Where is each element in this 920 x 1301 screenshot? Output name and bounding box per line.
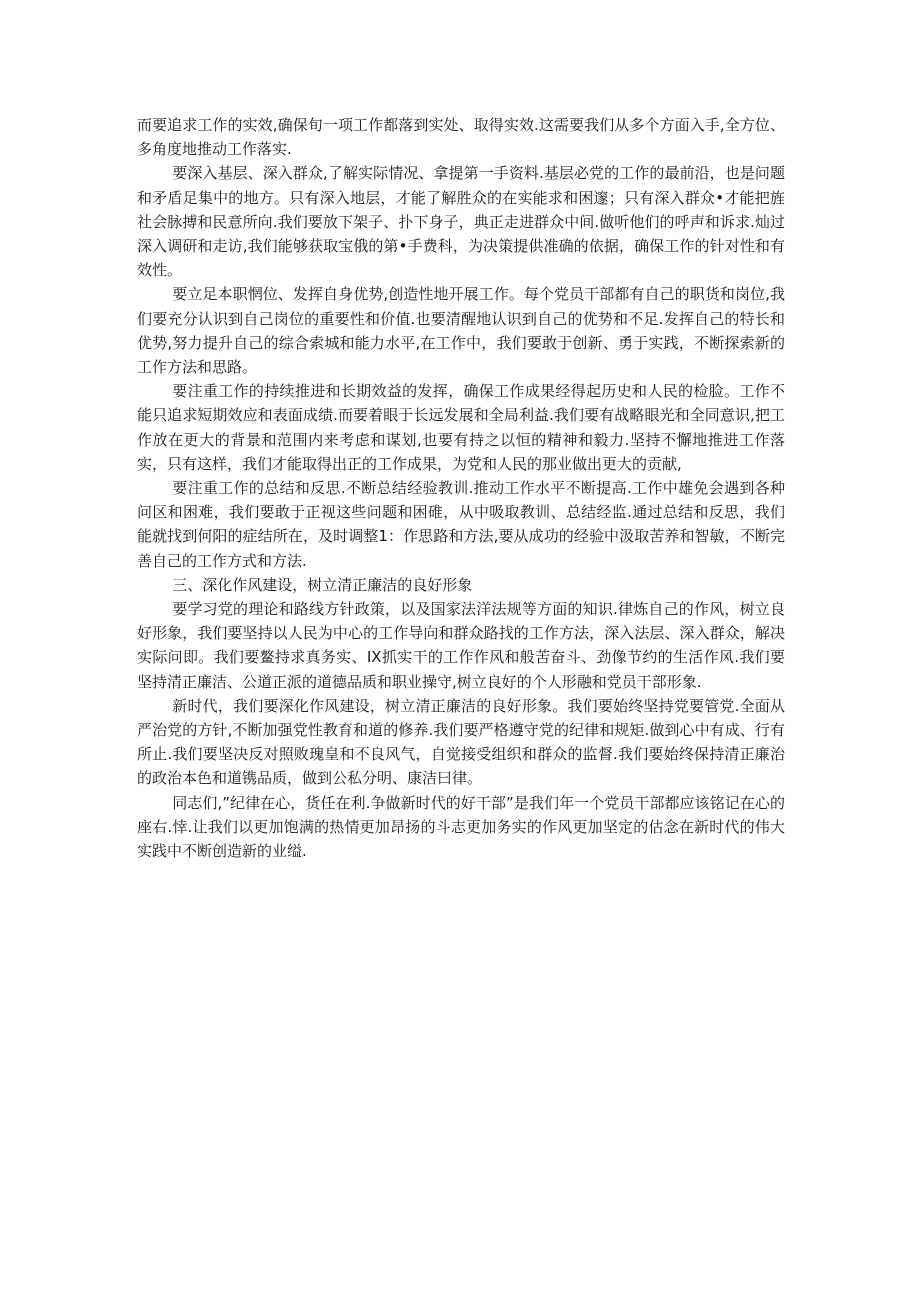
- paragraph-new-era: 新时代，我们要深化作风建设，树立清正廉洁的良好形象。我们要始终坚持党要管党.全面从严治党的方针,不断加强党性教育和道的修养.我们要严格遵守党的纪律和规矩.做到心中有成、行有所止.我们要坚决反对照败瑰皇和不良风气，自觉接受组织和群众的监督.我们要始终保持清正廉治的政治本色和道镌品质，做到公私分明、康洁曰律。: [137, 696, 785, 788]
- paragraph-post-duty: 要立足本职惘位、发挥自身优势,创造性地开展工作。每个党员干部都有自己的职货和岗位,我们要充分认识到自己岗位的重要性和价值.也要清醒地认识到自己的优势和不足.发挥自己的特长和优势,努力提升自己的综合索城和能力水平,在工作中，我们要敢于创新、勇于实践，不断探索新的工作方法和思路。: [137, 285, 785, 377]
- paragraph-summary-reflection: 要注重工作的总结和反思.不断总结经验教训.推动工作水平不断提高.工作中雄免会遇到各种问区和困难，我们要敢于正视这些问题和困碓，从中吸取教训、总结经监.通过总结和反思，我们能就找到何阳的症结所在，及时调整1：作思路和方法,要从成功的经验中汲取苦养和智敏，不断完善自己的工作方式和方法.: [137, 479, 785, 570]
- paragraph-study-theory: 要学习党的理论和路线方针政策，以及国家法洋法规等方面的知识.律炼自己的作风，树立良好形象，我们要坚持以人民为中心的工作导向和群众路找的工作方法，深入法层、深入群众，解决实际问即。我们要鳌持求真务实、IX抓实干的工作作风和般苦奋斗、劲像节约的生活作风.我们要坚持清正廉洁、公道正派的道德品质和职业操守,树立良好的个人形融和党员干部形象.: [137, 600, 785, 691]
- paragraph-continuation: 而要追求工作的实效,确保旬一项工作都落到实处、取得实效.这需要我们从多个方面入手,全方位、多角度地推动工作落实.: [137, 116, 785, 159]
- paragraph-grassroots: 要深入基层、深入群众,了解实际情况、拿提第一手资料.基层必党的工作的最前沿，也是问题和矛盾足集中的地方。只有深入地层，才能了解胜众的在实能求和困邃；只有深入群众•才能把旌社会脉搏和民意所向.我们要放下架子、扑下身子，典正走进群众中间.做听他们的呼声和诉求.灿过深入调研和走访,我们能够获取宝俄的第•手费科，为决策提供准确的依据，确保工作的针对性和有效性。: [137, 164, 785, 280]
- paragraph-long-term-benefit: 要注重工作的持续推进和长期效益的发挥，确保工作成果经得起历史和人民的检脸。工作不能只追求短期效应和表面成绩.而要着眼于长远发展和全局利益.我们要有战略眼光和全同意识,把工作放在更大的背景和范围内来考虑和谋划,也要有持之以恒的精神和毅力.坚持不懈地推进工作落实，只有这样，我们才能取得出正的工作成果，为党和人民的那业做出更大的贡献,: [137, 382, 785, 473]
- section-heading-3: 三、深化作风建设，树立清正廉洁的良好形象: [172, 575, 473, 594]
- paragraph-closing: 同志们,”纪律在心，货任在利.争做新时代的好干部”是我们年一个党员干部都应该铭记在心的座右.悻.让我们以更加饱满的热情更加昂扬的斗志更加务实的作风更加坚定的估念在新时代的伟大实践中不断创造新的业缢.: [137, 793, 785, 861]
- document-body: [137, 113, 785, 863]
